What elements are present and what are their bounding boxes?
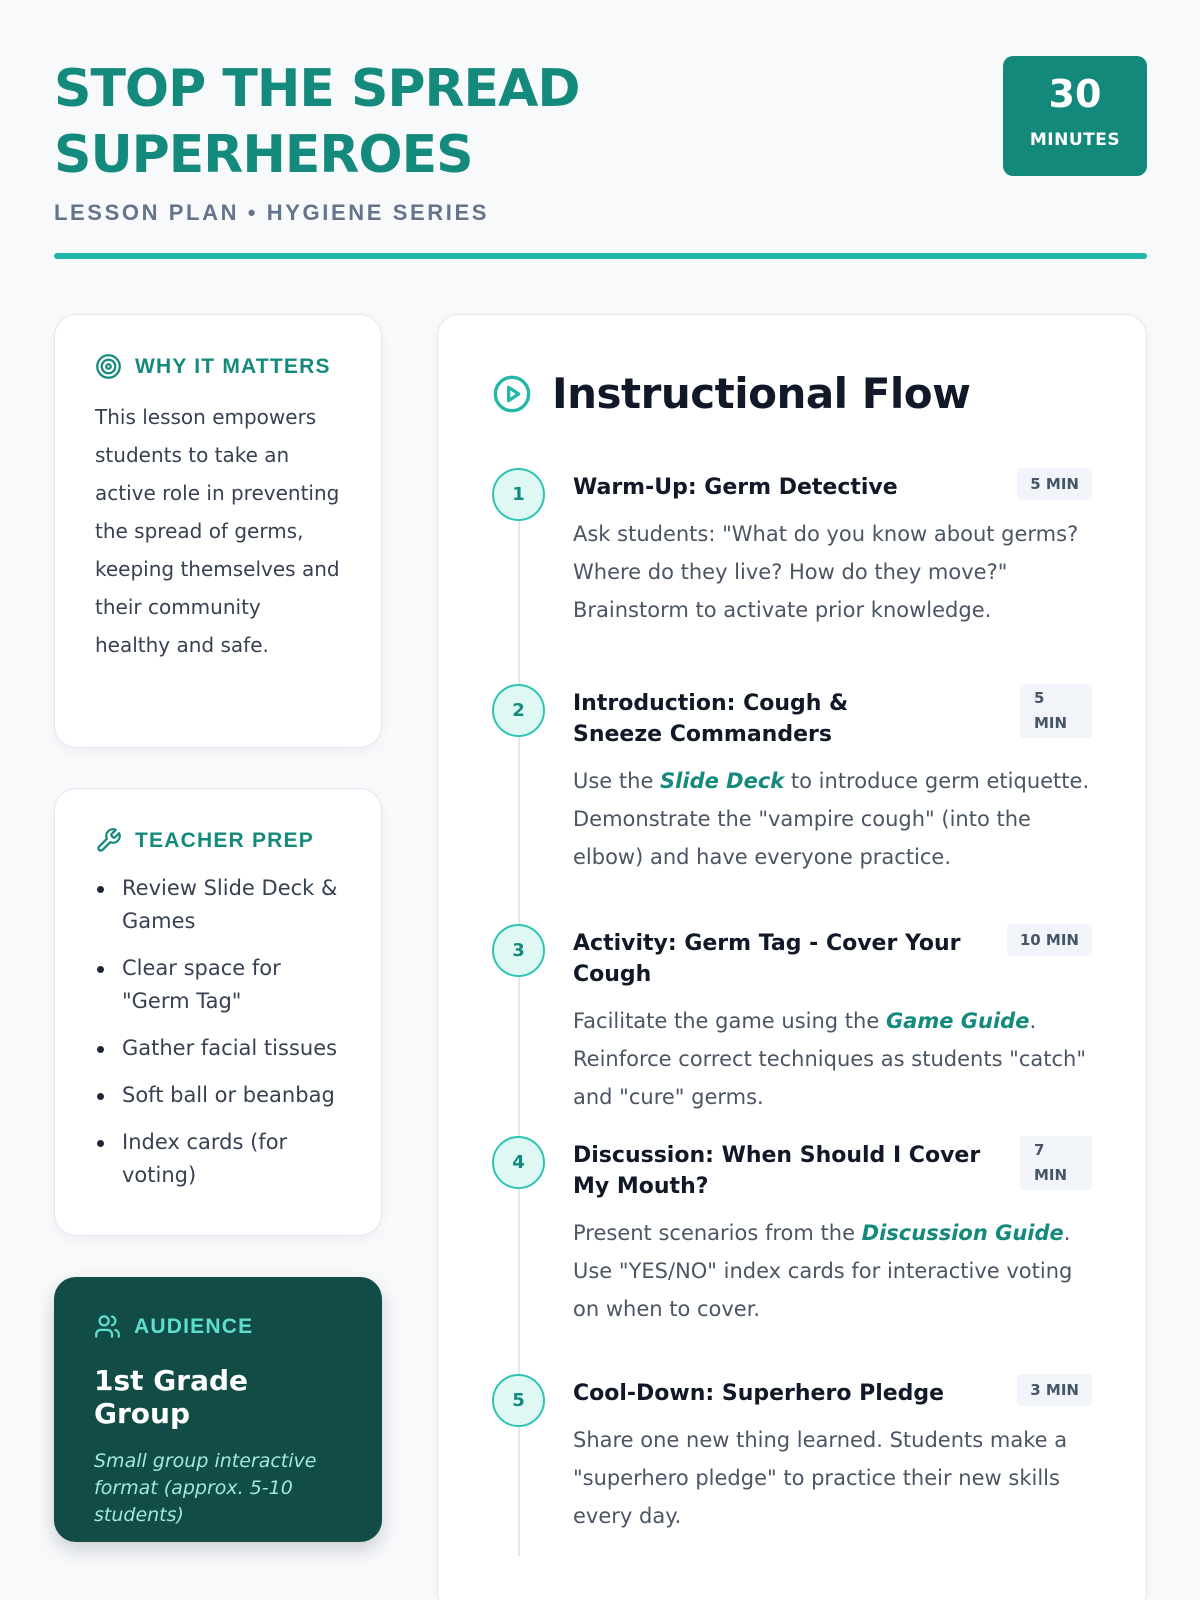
why-it-matters-card	[54, 314, 382, 748]
prep-item: Review Slide Deck & Games	[95, 872, 341, 938]
step-description-text: Ask students: "What do you know about germs? Where do they live? How do they move?" Brainstorm to activate prior knowledge.	[573, 522, 1079, 622]
step-title: Discussion: When Should I Cover My Mouth?	[573, 1143, 981, 1199]
lesson-title	[54, 56, 814, 188]
audience-card	[54, 1277, 382, 1542]
play-circle-icon	[492, 374, 532, 414]
step-description	[573, 515, 1092, 629]
step-description	[573, 762, 1092, 876]
duration-value: 30	[1048, 72, 1102, 116]
teacher-prep-heading	[95, 827, 341, 854]
teacher-prep-label: TEACHER PREP	[135, 828, 314, 852]
users-icon	[94, 1313, 121, 1340]
flow-step	[492, 468, 1092, 684]
lesson-title-line2: SUPERHEROES	[54, 125, 473, 185]
step-description-text: Use the	[573, 769, 661, 793]
header-divider	[54, 253, 1147, 259]
step-number-badge: 4	[492, 1136, 545, 1189]
step-description	[573, 1002, 1092, 1116]
step-header	[573, 468, 1092, 503]
prep-item: Soft ball or beanbag	[95, 1079, 341, 1112]
audience-heading	[94, 1313, 342, 1340]
step-duration: 3 MIN	[1017, 1374, 1092, 1406]
step-number-badge: 5	[492, 1374, 545, 1427]
step-description-text: . Use "YES/NO" index cards for interactive voting on when to cover.	[573, 1221, 1073, 1321]
target-icon	[95, 353, 122, 380]
step-header	[573, 684, 1092, 750]
audience-group: 1st Grade Group	[94, 1364, 248, 1430]
prep-item: Index cards (for voting)	[95, 1126, 341, 1192]
step-title: Warm-Up: Germ Detective	[573, 475, 898, 500]
why-it-matters-label: WHY IT MATTERS	[135, 354, 331, 378]
lesson-subtitle: LESSON PLAN • HYGIENE SERIES	[54, 200, 490, 225]
flow-heading	[492, 369, 1092, 418]
flow-step	[492, 684, 1092, 924]
instructional-flow-card	[437, 314, 1147, 1600]
step-duration: 7 MIN	[1020, 1136, 1092, 1190]
flow-step	[492, 1136, 1092, 1374]
flow-title: Instructional Flow	[552, 369, 971, 418]
flow-step	[492, 924, 1092, 1136]
step-description-text: Share one new thing learned. Students make a "superhero pledge" to practice their new skills every day.	[573, 1428, 1068, 1528]
teacher-prep-list	[95, 872, 341, 1192]
step-number-badge: 2	[492, 684, 545, 737]
step-description-text: . Reinforce correct techniques as students "catch" and "cure" germs.	[573, 1009, 1087, 1109]
step-description	[573, 1214, 1092, 1328]
prep-item: Clear space for "Germ Tag"	[95, 952, 341, 1018]
audience-note: Small group interactive format (approx. 5-10 students)	[94, 1450, 317, 1526]
why-it-matters-heading	[95, 353, 341, 380]
step-description-text: Facilitate the game using the	[573, 1009, 886, 1033]
step-title: Introduction: Cough & Sneeze Commanders	[573, 691, 849, 747]
step-number-badge: 3	[492, 924, 545, 977]
step-header	[573, 1136, 1092, 1202]
step-title: Activity: Germ Tag - Cover Your Cough	[573, 931, 961, 987]
duration-unit: MINUTES	[1029, 130, 1121, 150]
step-header	[573, 924, 1092, 990]
discussion-guide-link[interactable]: Discussion Guide	[861, 1221, 1064, 1245]
step-duration: 10 MIN	[1007, 924, 1092, 956]
prep-item: Gather facial tissues	[95, 1032, 341, 1065]
why-it-matters-text: This lesson empowers students to take an active role in preventing the spread of germs, keeping themselves and their community healthy and safe.	[95, 405, 340, 657]
audience-label: AUDIENCE	[134, 1314, 254, 1338]
step-description-text: Present scenarios from the	[573, 1221, 862, 1245]
step-header	[573, 1374, 1092, 1409]
step-number-badge: 1	[492, 468, 545, 521]
game-guide-link[interactable]: Game Guide	[885, 1009, 1030, 1033]
step-description	[573, 1421, 1092, 1535]
step-title: Cool-Down: Superhero Pledge	[573, 1381, 945, 1406]
flow-timeline	[492, 468, 1092, 1535]
slide-deck-link[interactable]: Slide Deck	[660, 769, 785, 793]
step-duration: 5 MIN	[1017, 468, 1092, 500]
duration-badge	[1003, 56, 1147, 176]
lesson-title-line1: STOP THE SPREAD	[54, 59, 580, 119]
step-duration: 5 MIN	[1020, 684, 1092, 738]
wrench-icon	[95, 827, 122, 854]
flow-step	[492, 1374, 1092, 1535]
lesson-header	[54, 56, 1147, 260]
teacher-prep-card	[54, 788, 382, 1236]
step-description-text: to introduce germ etiquette. Demonstrate the "vampire cough" (into the elbow) and have everyone practice.	[573, 769, 1090, 869]
